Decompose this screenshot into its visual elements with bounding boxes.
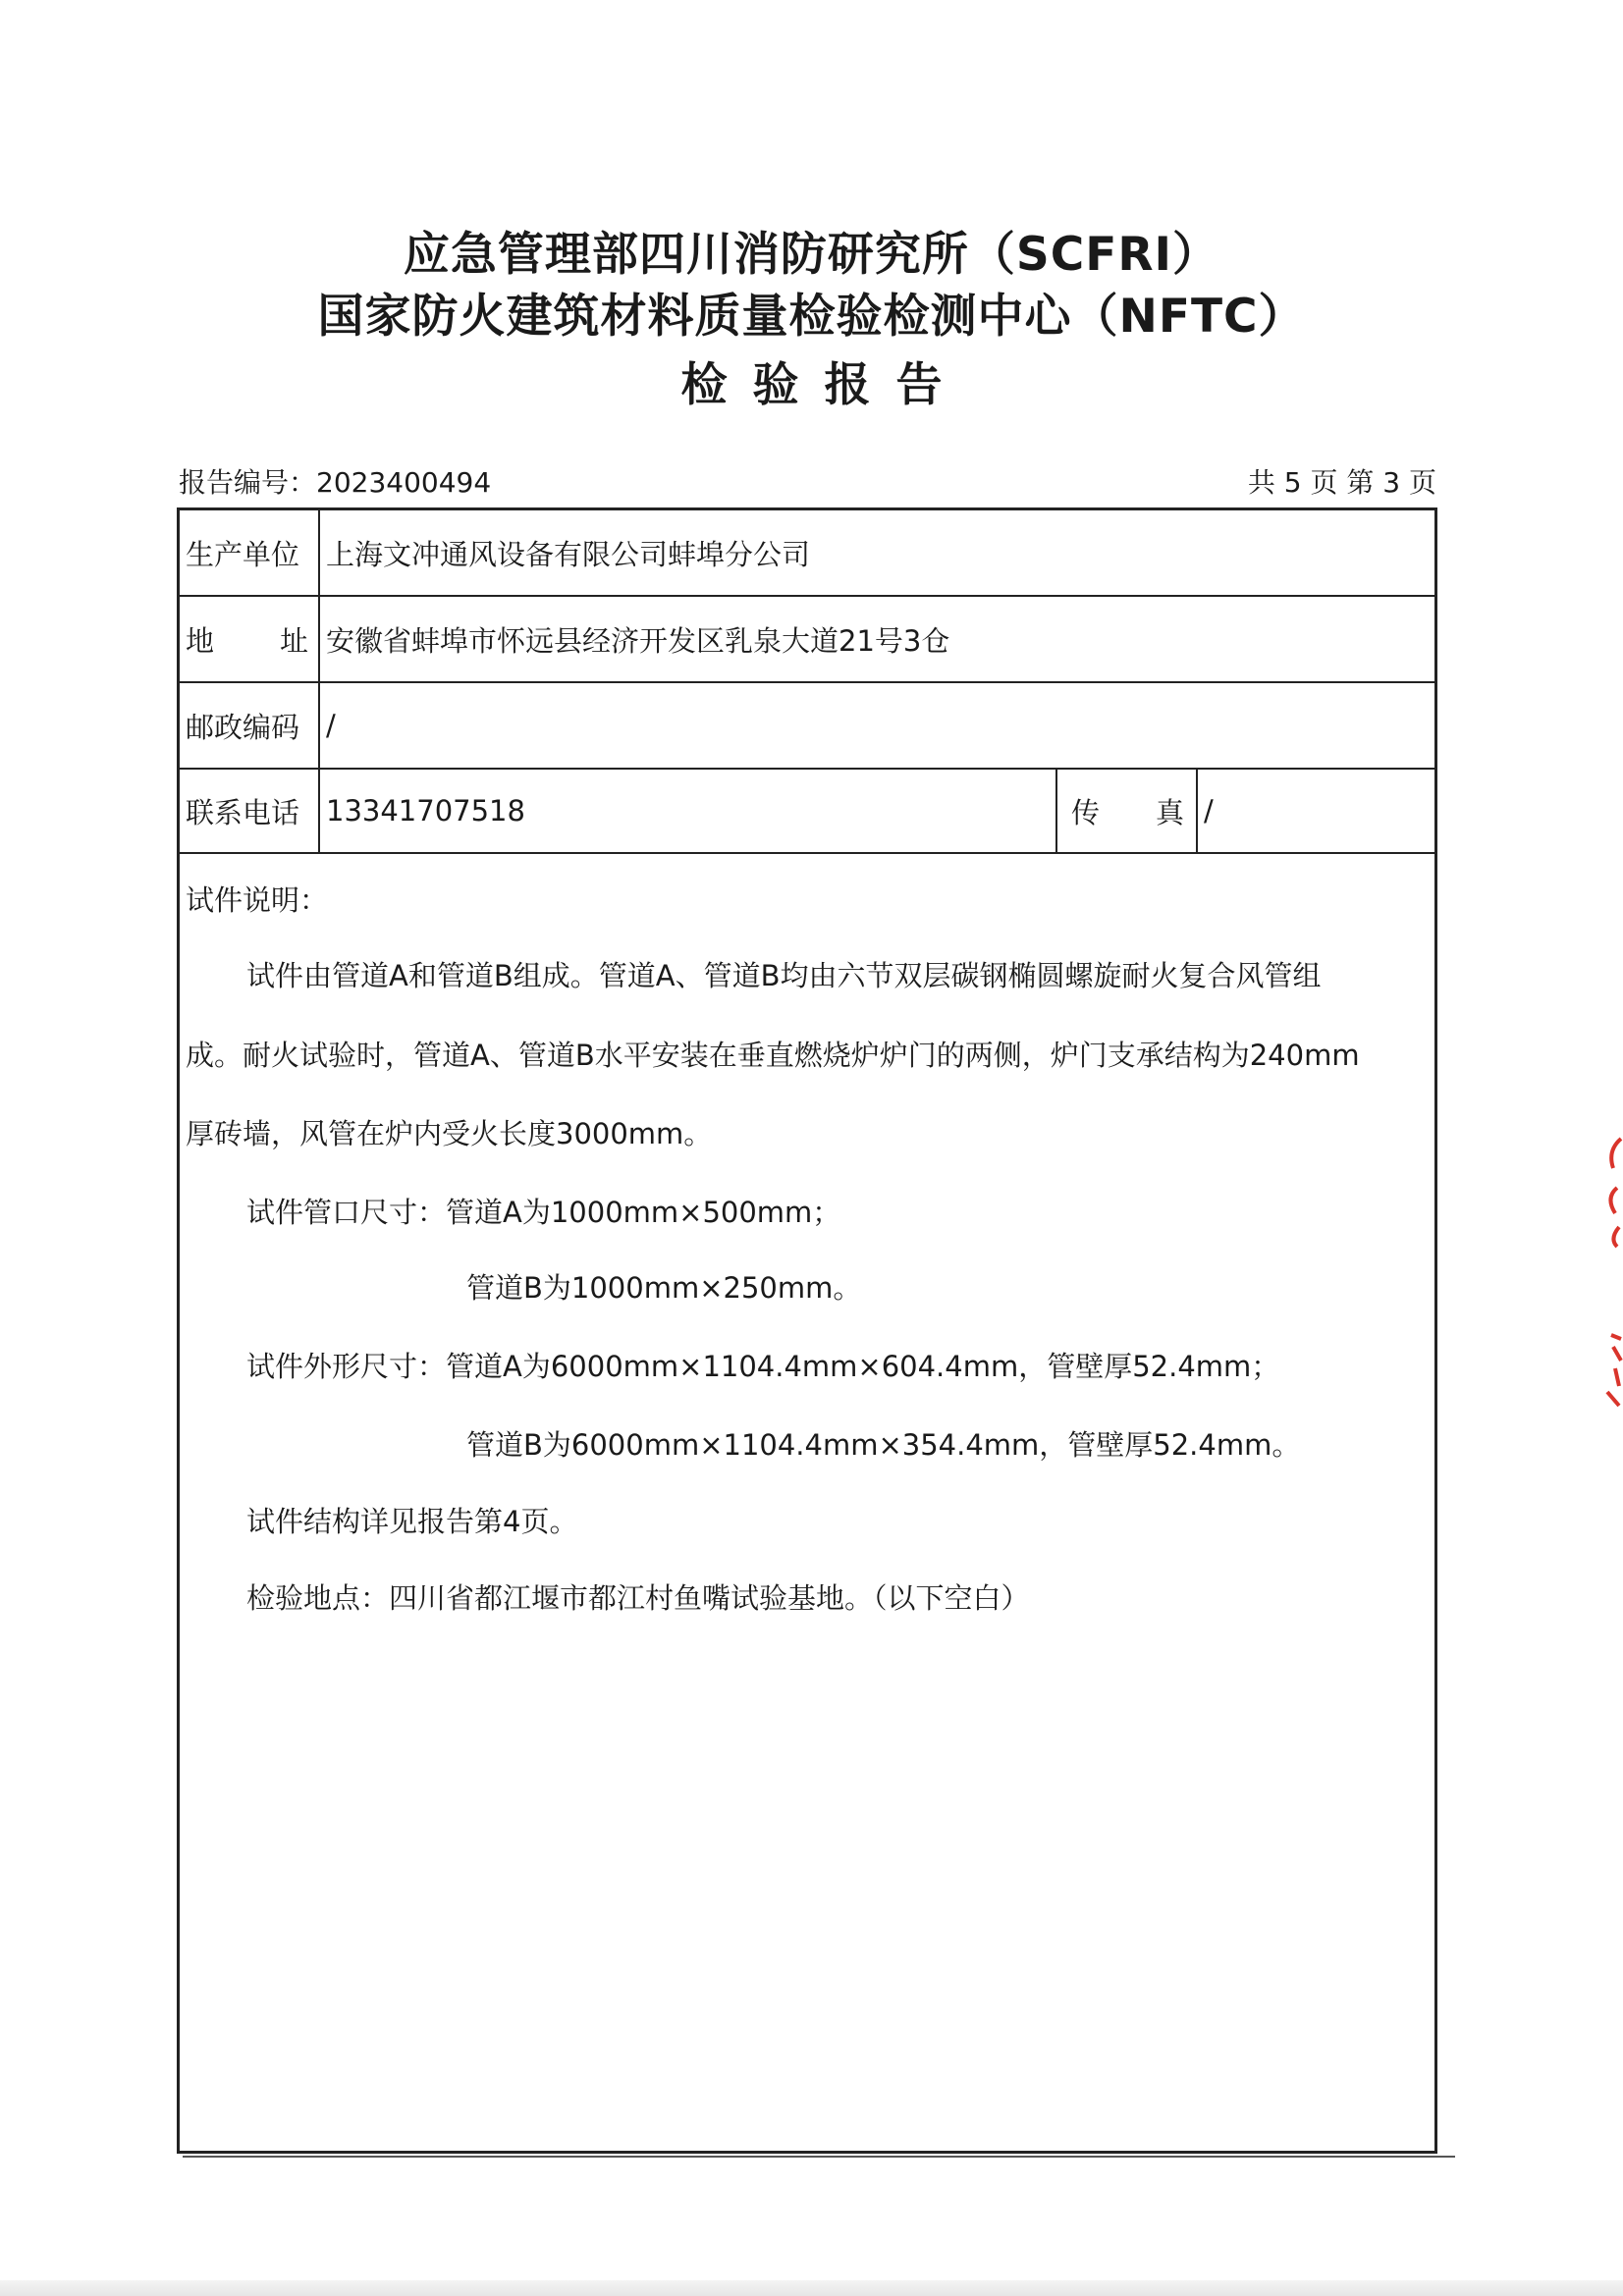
table-bottom-edge <box>183 2156 1455 2158</box>
outer-size-b: 管道B为6000mm×1104.4mm×354.4mm，管壁厚52.4mm。 <box>466 1428 1301 1462</box>
test-location: 检验地点：四川省都江堰市都江村鱼嘴试验基地。（以下空白） <box>246 1581 1030 1615</box>
report-number: 报告编号：2023400494 <box>179 466 492 499</box>
postcode-row <box>180 683 1434 770</box>
document-title: 检验报告 <box>680 358 968 412</box>
address-value: 安徽省蚌埠市怀远县经济开发区乳泉大道21号3仓 <box>326 623 950 658</box>
fax-label <box>1057 770 1198 852</box>
opening-size-b: 管道B为1000mm×250mm。 <box>466 1271 862 1305</box>
description-para1-line3: 厚砖墙，风管在炉内受火长度3000mm。 <box>186 1117 713 1150</box>
postcode-value: / <box>326 709 336 742</box>
institute-title: 应急管理部四川消防研究所（SCFRI） <box>403 228 1220 282</box>
description-para1-line1: 试件由管道A和管道B组成。管道A、管道B均由六节双层碳钢椭圆螺旋耐火复合风管组 <box>246 959 1322 992</box>
manufacturer-row <box>180 510 1434 597</box>
report-table <box>177 507 1437 2154</box>
postcode-label: 邮政编码 <box>180 683 320 768</box>
address-label <box>180 597 320 681</box>
outer-size-a: 试件外形尺寸：管道A为6000mm×1104.4mm×604.4mm，管壁厚52.4mm； <box>246 1350 1280 1383</box>
fax-label-char-2: 真 <box>1155 795 1184 829</box>
address-row <box>180 597 1434 683</box>
phone-value: 13341707518 <box>320 770 1057 852</box>
structure-note: 试件结构详见报告第4页。 <box>246 1505 578 1538</box>
manufacturer-label: 生产单位 <box>180 510 320 595</box>
fax-label-char-1: 传 <box>1071 795 1101 829</box>
scan-edge <box>0 2280 1623 2296</box>
opening-size-a: 试件管口尺寸：管道A为1000mm×500mm； <box>246 1196 841 1229</box>
page-info: 共 5 页 第 3 页 <box>1247 466 1436 499</box>
description-para1-line2: 成。耐火试验时，管道A、管道B水平安装在垂直燃烧炉炉门的两侧，炉门支承结构为240mm <box>186 1039 1360 1072</box>
manufacturer-value: 上海文冲通风设备有限公司蚌埠分公司 <box>326 537 811 571</box>
seal-stamp-fragment <box>1601 1129 1623 1414</box>
address-label-char-1: 地 <box>186 623 215 658</box>
address-label-char-2: 址 <box>279 623 308 658</box>
center-title: 国家防火建筑材料质量检验检测中心（NFTC） <box>317 290 1306 344</box>
description-title: 试件说明： <box>186 883 329 917</box>
fax-value: / <box>1204 794 1214 828</box>
phone-label: 联系电话 <box>180 770 320 852</box>
phone-row <box>180 770 1434 854</box>
